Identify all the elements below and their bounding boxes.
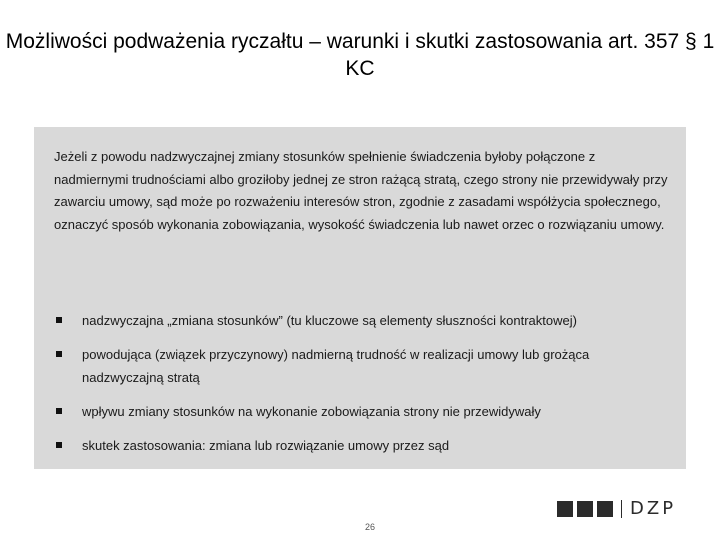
company-logo [557,499,676,518]
bullet-text: wpływu zmiany stosunków na wykonanie zobowiązania strony nie przewidywały [82,404,541,419]
bullet-item [56,434,670,457]
bullet-item [56,309,670,332]
square-bullet-icon [56,317,62,323]
content-box [34,127,686,469]
logo-square-icon [577,501,593,517]
intro-paragraph: Jeżeli z powodu nadzwyczajnej zmiany stosunków spełnienie świadczenia byłoby połączone z nadmiernymi trudnościami albo groziłoby jednej ze stron rażącą stratą, czego strony nie przewidywały przy zawarciu umowy, sąd może po rozważeniu interesów stron, zgodnie z zasadami współżycia społecznego, oznaczyć sposób wykonania zobowiązania, wysokość świadczenia lub nawet orzec o rozwiązaniu umowy. [54,149,668,232]
logo-divider [621,500,622,518]
logo-text: DZP [630,498,677,519]
bullet-text: skutek zastosowania: zmiana lub rozwiązanie umowy przez sąd [82,438,450,453]
square-bullet-icon [56,351,62,357]
logo-square-icon [557,501,573,517]
page-number: 26 [364,522,375,532]
logo-square-icon [597,501,613,517]
slide-title: Możliwości podważenia ryczałtu – warunki i skutki zastosowania art. 357 § 1 KC [5,30,715,80]
bullet-list [56,309,670,468]
bullet-item [56,343,670,389]
bullet-text: nadzwyczajna „zmiana stosunków” (tu kluczowe są elementy słuszności kontraktowej) [82,313,577,328]
square-bullet-icon [56,442,62,448]
bullet-text: powodująca (związek przyczynowy) nadmierną trudność w realizacji umowy lub grożąca nadzwyczajną stratą [82,347,590,385]
bullet-item [56,400,670,423]
square-bullet-icon [56,408,62,414]
